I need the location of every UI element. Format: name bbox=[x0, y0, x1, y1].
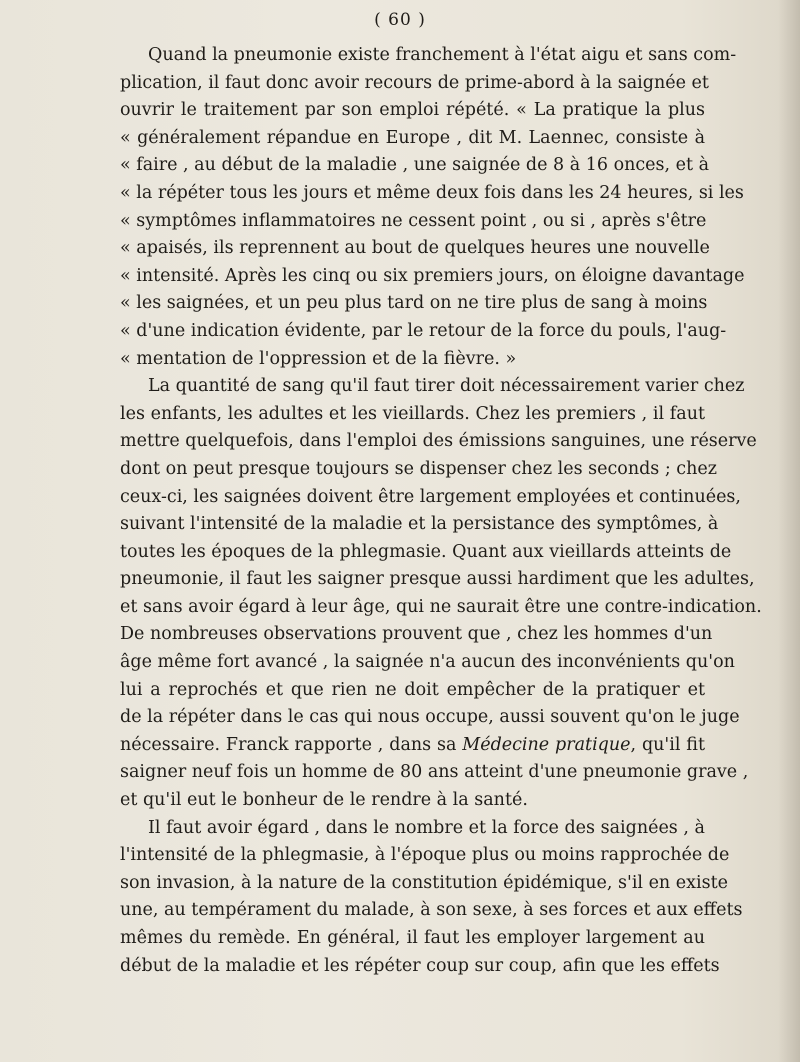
text-line: plication, il faut donc avoir recours de prime-abord à la saignée et bbox=[120, 72, 709, 93]
text-line: « la répéter tous les jours et même deux fois dans les 24 heures, si les bbox=[120, 182, 744, 203]
text-line: « faire , au début de la maladie , une saignée de 8 à 16 onces, et à bbox=[120, 155, 710, 176]
text-fragment: nécessaire. Franck rapporte , dans sa bbox=[120, 734, 463, 755]
text-line: début de la maladie et les répéter coup sur coup, afin que les effets bbox=[120, 955, 720, 976]
body-text bbox=[120, 42, 762, 980]
text-fragment: , qu'il fit bbox=[630, 734, 705, 755]
text-line: De nombreuses observations prouvent que , chez les hommes d'un bbox=[120, 624, 713, 645]
text-line: et sans avoir égard à leur âge, qui ne saurait être une contre-indication. bbox=[120, 596, 762, 617]
page-number: ( 60 ) bbox=[374, 10, 426, 30]
text-line: lui a reprochés et que rien ne doit empêcher de la pratiquer et bbox=[120, 679, 705, 700]
text-line: l'intensité de la phlegmasie, à l'époque plus ou moins rapprochée de bbox=[120, 845, 730, 866]
book-title: Médecine pratique bbox=[462, 734, 631, 755]
page-edge-shadow bbox=[778, 0, 800, 1062]
text-line: Il faut avoir égard , dans le nombre et la force des saignées , à bbox=[148, 817, 705, 838]
text-line: dont on peut presque toujours se dispenser chez les seconds ; chez bbox=[120, 458, 717, 479]
text-line: et qu'il eut le bonheur de le rendre à la santé. bbox=[120, 790, 528, 811]
text-line: mettre quelquefois, dans l'emploi des émissions sanguines, une réserve bbox=[120, 431, 757, 452]
text-line: toutes les époques de la phlegmasie. Quant aux vieillards atteints de bbox=[120, 541, 732, 562]
text-line: « les saignées, et un peu plus tard on ne tire plus de sang à moins bbox=[120, 293, 708, 314]
text-line: une, au tempérament du malade, à son sexe, à ses forces et aux effets bbox=[120, 900, 743, 921]
text-line: de la répéter dans le cas qui nous occupe, aussi souvent qu'on le juge bbox=[120, 707, 740, 728]
text-line: âge même fort avancé , la saignée n'a aucun des inconvénients qu'on bbox=[120, 652, 735, 673]
text-line: « généralement répandue en Europe , dit M. Laennec, consiste à bbox=[120, 127, 705, 148]
text-line: « apaisés, ils reprennent au bout de quelques heures une nouvelle bbox=[120, 238, 710, 259]
text-line bbox=[120, 732, 705, 760]
text-line: ceux-ci, les saignées doivent être largement employées et continuées, bbox=[120, 486, 741, 507]
text-line: « mentation de l'oppression et de la fièvre. » bbox=[120, 348, 517, 369]
text-line: « intensité. Après les cinq ou six premiers jours, on éloigne davantage bbox=[120, 265, 745, 286]
text-line: mêmes du remède. En général, il faut les employer largement au bbox=[120, 928, 705, 948]
text-line: pneumonie, il faut les saigner presque aussi hardiment que les adultes, bbox=[120, 569, 755, 590]
text-line: les enfants, les adultes et les vieillards. Chez les premiers , il faut bbox=[120, 403, 705, 424]
text-line: « symptômes inflammatoires ne cessent point , ou si , après s'être bbox=[120, 210, 707, 231]
text-line: son invasion, à la nature de la constitution épidémique, s'il en existe bbox=[120, 872, 728, 893]
text-line: « d'une indication évidente, par le retour de la force du pouls, l'aug- bbox=[120, 320, 727, 341]
text-line: suivant l'intensité de la maladie et la persistance des symptômes, à bbox=[120, 514, 719, 535]
text-line: Quand la pneumonie existe franchement à l'état aigu et sans com- bbox=[148, 45, 737, 65]
text-line: ouvrir le traitement par son emploi répété. « La pratique la plus bbox=[120, 100, 705, 121]
text-line: saigner neuf fois un homme de 80 ans atteint d'une pneumonie grave , bbox=[120, 762, 749, 783]
text-line: La quantité de sang qu'il faut tirer doit nécessairement varier chez bbox=[148, 376, 745, 397]
